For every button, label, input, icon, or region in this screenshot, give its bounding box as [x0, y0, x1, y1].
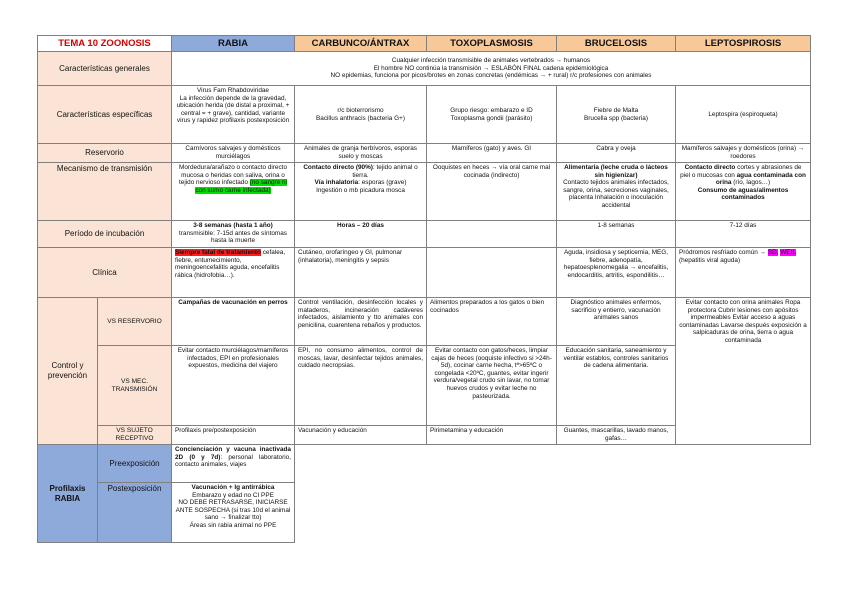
carbunco-contacto: Contacto directo (90%)	[303, 164, 373, 171]
mecanismo-toxo: Ooquistes en heces → vía oral carne mal cocinada (indirecto)	[427, 163, 557, 221]
lepto-contacto: Contacto directo	[684, 164, 736, 171]
profilaxis-pre-bold: Concienciación y vacuna inactivada 2D (0 y 7d)	[175, 446, 291, 461]
label-generales: Características generales	[38, 52, 172, 86]
header-carbunco: CARBUNCO/ÁNTRAX	[295, 36, 427, 52]
clinica-lepto-weil: WEIL	[780, 249, 796, 256]
header-leptospirosis: LEPTOSPIROSIS	[676, 36, 811, 52]
label-especificas: Características específicas	[38, 86, 172, 144]
reservorio-rabia: Carnívoros salvajes y domésticos murciélagos	[172, 144, 295, 163]
label-vs-reservorio: VS RESERVORIO	[98, 298, 172, 346]
clinica-rabia-rest: cefalea, fiebre, entumecimiento, meningoencefalitis aguda, encefalitis rábica (hidrofobia…).	[175, 249, 286, 279]
incubacion-rabia-bold: 3-8 semanas (hasta 1 año)	[193, 222, 273, 229]
row-incubacion	[38, 221, 811, 248]
incubacion-carbunco: Horas – 20 días	[295, 221, 427, 248]
mecanismo-brucelosis	[557, 163, 676, 221]
incubacion-lepto: 7-12 días	[676, 221, 811, 248]
carbunco-esp-1: r/c bioterrorismo	[337, 106, 384, 114]
label-clinica: Clínica	[38, 248, 172, 298]
row-generales	[38, 52, 811, 86]
lepto-agua: agua contaminada con orina	[715, 171, 806, 187]
control-reservorio-carbunco: Control ventilación, desinfección locales y mataderos, incineración cadáveres infectados, aislamiento y tto animales con penicilina, cuarentena rebaños y productos.	[295, 298, 427, 346]
label-reservorio: Reservorio	[38, 144, 172, 163]
carbunco-contacto-rest: : tejido animal o tierra.	[352, 164, 418, 179]
control-sujeto-toxo: Pirimetamina y educación	[427, 426, 557, 445]
carbunco-inhal-rest: : esporas (grave)	[358, 179, 407, 187]
generales-line-1: Cualquier infección transmisible de animales vertebrados → humanos	[391, 57, 591, 65]
incubacion-rabia	[172, 221, 295, 248]
control-reservorio-brucelosis: Diagnóstico animales enfermos, sacrificio y entierro, vacunación animales sanos	[557, 298, 676, 346]
especificas-carbunco	[295, 86, 427, 144]
carbunco-esp-2: Bacillus anthracis (bacteria G+)	[316, 114, 405, 122]
zoonosis-table	[37, 35, 811, 543]
clinica-lepto-rest: (hepatitis viral aguda)	[679, 256, 741, 264]
label-profilaxis: Profilaxis RABIA	[38, 445, 98, 543]
label-incubacion: Período de incubación	[38, 221, 172, 248]
row-profilaxis-pre	[38, 445, 811, 483]
clinica-rabia	[172, 248, 295, 298]
lepto-contacto-text: cortes y abrasiones de piel o mucosas con	[680, 164, 802, 179]
tema-title: TEMA 10 ZOONOSIS	[38, 36, 172, 52]
mecanismo-carbunco	[295, 163, 427, 221]
profilaxis-post-line-2: NO DEBE RETRASARSE, INICIARSE ANTE SOSPECHA (si tras 10d el animal sano → finalizar tto)	[175, 499, 291, 522]
especificas-rabia	[172, 86, 295, 144]
profilaxis-pre-rest: : personal laboratorio, contacto animales, viajes	[175, 453, 291, 469]
especificas-toxo	[427, 86, 557, 144]
profilaxis-post-rabia	[172, 483, 295, 543]
label-control: Control y prevención	[38, 298, 98, 445]
control-mec-toxo: Evitar contacto con gatos/heces, limpiar cajas de heces (ooquiste infectivo si >24h-5d), cocinar carne hecha, tª>65ºC o congelada <20ºC, guantes, evitar ingerir verdura/vegetal crudo sin lavar, no tomar huevos crudos y evitar leche no pasteurizada.	[427, 346, 557, 426]
clinica-brucelosis: Aguda, insidiosa y septicemia, MEG, fiebre, adenopatía, hepatoesplenomegalia → encefalitis, endocarditis, artritis, espondilitis…	[557, 248, 676, 298]
control-mec-brucelosis: Educación sanitaria, saneamiento y ventilar establos, controles sanitarios de cadena alimentaria.	[557, 346, 676, 426]
mecanismo-rabia	[172, 163, 295, 221]
generales-line-2: El hombre NO continúa la transmisión → ESLABÓN FINAL cadena epidemiológica	[373, 64, 609, 72]
mecanismo-rabia-highlight: (no sangre ni con sumo carne infectada)	[195, 179, 287, 194]
lepto-esp-1: Leptospira (espiroqueta)	[708, 110, 778, 118]
control-reservorio-rabia	[172, 298, 295, 346]
lepto-consumo: Consumo de aguas/alimentos contaminados	[697, 186, 789, 202]
mecanismo-lepto	[676, 163, 811, 221]
header-rabia: RABIA	[172, 36, 295, 52]
profilaxis-post-line-3: Áreas sin rabia animal no PPE	[189, 521, 277, 529]
toxo-esp-2: Toxoplasma gondii (parásito)	[450, 114, 533, 122]
rabia-infeccion: La infección depende de la gravedad, ubicación herida (de distal a proximal, + central = + grave), cantidad, variante virus y rapidez profilaxis postexposición	[176, 94, 290, 125]
label-postexposicion: Postexposición	[98, 483, 172, 543]
clinica-lepto-text: Pródromos resfriado común →	[679, 249, 767, 256]
control-sujeto-carbunco: Vacunación y educación	[295, 426, 427, 445]
control-reservorio-toxo: Alimentos preparados a los gatos o bien cocinados	[427, 298, 557, 346]
empty-area	[295, 445, 811, 543]
label-vs-sujeto: VS SUJETO RECEPTIVO	[98, 426, 172, 445]
control-sujeto-brucelosis: Guantes, mascarillas, lavado manos, gafas…	[557, 426, 676, 445]
row-clinica	[38, 248, 811, 298]
control-mec-carbunco: EPI, no consumo alimentos, control de moscas, lavar, desinfectar tejidos animales, cuidado necropsias.	[295, 346, 427, 426]
row-control-reservorio	[38, 298, 811, 346]
bruce-esp-1: Fiebre de Malta	[593, 106, 639, 114]
generales-line-3: NO epidemias, funciona por picos/brotes en zonas concretas (endémicas → + rural) r/c profesiones con animales	[330, 72, 652, 80]
reservorio-toxo: Mamíferos (gato) y aves. GI	[427, 144, 557, 163]
header-row	[38, 36, 811, 52]
mecanismo-rabia-text: Mordedura/arañazo o contacto directo mucosa o heridas con saliva, orina o tejido nervioso infectado	[178, 164, 287, 187]
incubacion-rabia-rest: transmisible: 7-15d antes de síntomas hasta la muerte	[179, 229, 287, 245]
especificas-brucelosis	[557, 86, 676, 144]
label-preexposicion: Preexposición	[98, 445, 172, 483]
carbunco-ingestion: Ingestión o mb picadura mosca	[316, 186, 405, 194]
control-lepto: Evitar contacto con orina animales Ropa protectora Cubrir lesiones con apósitos impermeables Evitar acceso a aguas contaminadas Lavarse después exposición a salpicaduras de orina, tierra o agua contaminada	[676, 298, 811, 445]
row-especificas	[38, 86, 811, 144]
rabia-virus: Virus Fam Rhabdoviridae	[197, 87, 269, 94]
control-sujeto-rabia: Profilaxis pre/postexposición	[172, 426, 295, 445]
incubacion-toxo	[427, 221, 557, 248]
brucelosis-alimentaria: Alimentaria (leche cruda o lácteos sin higienizar)	[564, 164, 668, 179]
header-toxoplasmosis: TOXOPLASMOSIS	[427, 36, 557, 52]
toxo-esp-1: Grupo riesgo: embarazo e ID	[450, 106, 533, 114]
incubacion-brucelosis: 1-8 semanas	[557, 221, 676, 248]
header-brucelosis: BRUCELOSIS	[557, 36, 676, 52]
bruce-esp-2: Brucella spp (bacteria)	[584, 114, 648, 122]
profilaxis-post-line-1: Embarazo y edad no CI PPE	[192, 491, 274, 499]
brucelosis-contacto: Contacto tejidos animales infectados, sangre, orina, secreciones vaginales, placenta Inhalación o inoculación accidental	[563, 179, 669, 209]
carbunco-inhal: Vía inhalatoria	[314, 179, 359, 187]
clinica-rabia-fatal: Siempre fatal de tratamiento	[175, 249, 261, 256]
clinica-lepto	[676, 248, 811, 298]
clinica-toxo	[427, 248, 557, 298]
label-mecanismo: Mecanismo de transmisión	[38, 163, 172, 221]
control-mec-rabia: Evitar contacto murciélagos/mamíferos infectados, EPI en profesionales expuestos, medicina del viajero	[172, 346, 295, 426]
label-vs-mec: VS MEC. TRANSMISIÓN	[98, 346, 172, 426]
row-mecanismo	[38, 163, 811, 221]
clinica-carbunco: Cutáneo, orofaríngeo y GI, pulmonar (inhalatoria), meningitis y sepsis	[295, 248, 427, 298]
lepto-agua-text: (río, lagos…)	[733, 179, 771, 187]
reservorio-carbunco: Animales de granja herbívoros, esporas suelo y moscas	[295, 144, 427, 163]
reservorio-brucelosis: Cabra y oveja	[557, 144, 676, 163]
generales-text	[172, 52, 811, 86]
profilaxis-pre-rabia	[172, 445, 295, 483]
reservorio-lepto: Mamíferos salvajes y domésticos (orina) → roedores	[676, 144, 811, 163]
profilaxis-post-bold: Vacunación + Ig antirrábica	[191, 484, 275, 491]
clinica-lepto-sd: SD.	[767, 249, 779, 256]
row-reservorio	[38, 144, 811, 163]
control-rabia-campanas: Campañas de vacunación en perros	[178, 299, 288, 306]
especificas-lepto	[676, 86, 811, 144]
